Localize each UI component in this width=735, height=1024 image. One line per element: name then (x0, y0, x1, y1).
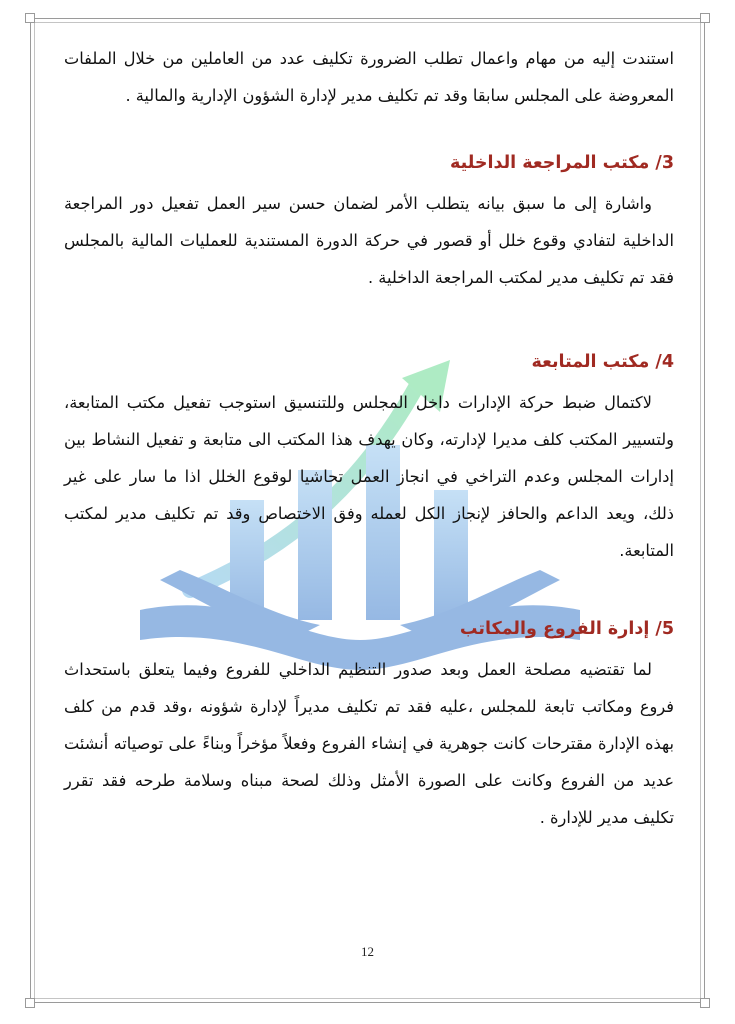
paragraph-intro: استندت إليه من مهام واعمال تطلب الضرورة تكليف عدد من العاملين من خلال الملفات المعروضة على المجلس سابقا وقد تم تكليف مدير لإدارة الشؤون الإدارية والمالية . (64, 49, 674, 105)
paragraph-internal-audit: واشارة إلى ما سبق بيانه يتطلب الأمر لضمان حسن سير العمل تفعيل دور المراجعة الداخلية لتفادي وقوع خلل أو قصور في حركة الدورة المستندية للعمليات المالية بالمجلس فقد تم تكليف مدير لمكتب المراجعة الداخلية . (64, 194, 674, 287)
border-corner-bottom-left (25, 998, 35, 1008)
page-number: 12 (361, 944, 374, 959)
border-corner-top-right (700, 13, 710, 23)
paragraph-follow-up: لاكتمال ضبط حركة الإدارات داخل المجلس وللتنسيق استوجب تفعيل مكتب المتابعة، ولتسيير المكتب كلف مديرا لإدارته، وكان يهدف هذا المكتب الى متابعة و تفعيل النشاط بين إدارات المجلس وعدم التراخي في انجاز العمل تحاشيا لوقوع الخلل اذا ما سار على غير ذلك، ويعد الداعم والحافز لإنجاز الكل لعمله وفق الاختصاص وقد تم تكليف مدير لمكتب المتابعة. (64, 393, 674, 560)
paragraph-branches: لما تقتضيه مصلحة العمل وبعد صدور التنظيم الداخلي للفروع وفيما يتعلق باستحداث فروع ومكاتب تابعة للمجلس ،عليه فقد تم تكليف مديراً لإدارة شؤونه ،وقد قدم من كلف بهذه الإدارة مقترحات كانت جوهرية في إنشاء الفروع وفعلاً مؤخراً وبناءً على توصياته أنشئت عديد من الفروع وكانت على الصورة الأمثل وذلك لصحة مبناه وسلامة طرحه فقد تقرر تكليف مدير للإدارة . (64, 660, 674, 827)
heading-branches-management: 5/ إدارة الفروع والمكاتب (459, 619, 674, 639)
border-corner-bottom-right (700, 998, 710, 1008)
border-corner-top-left (25, 13, 35, 23)
document-body (64, 40, 674, 836)
heading-follow-up-office: 4/ مكتب المتابعة (531, 352, 674, 372)
heading-internal-audit-office: 3/ مكتب المراجعة الداخلية (449, 153, 674, 173)
